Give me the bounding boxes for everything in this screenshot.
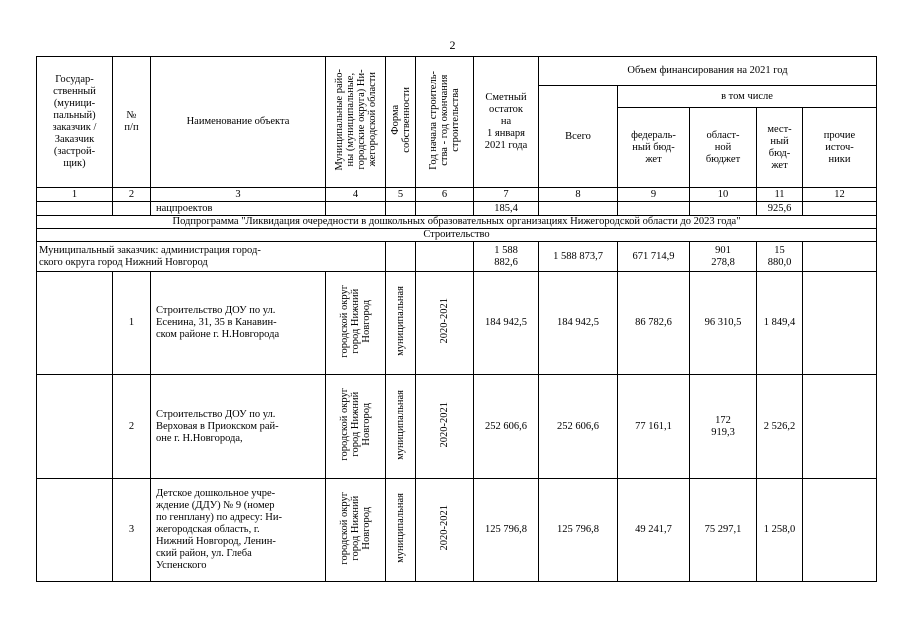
col-num: 10 bbox=[690, 188, 757, 202]
object-other bbox=[803, 479, 877, 582]
object-ownership: муниципальная bbox=[394, 493, 406, 563]
object-estimate: 125 796,8 bbox=[474, 479, 539, 582]
col-num: 12 bbox=[803, 188, 877, 202]
object-estimate: 184 942,5 bbox=[474, 272, 539, 375]
customer-federal: 671 714,9 bbox=[618, 242, 690, 272]
object-name: Детское дошкольное учре- ждение (ДДУ) № 9 (номер по генплану) по адресу: Ни- жегородская область, г. Нижний Новгород, Ленин- ский район, ул. Глеба Успенского bbox=[151, 479, 326, 582]
object-total: 125 796,8 bbox=[539, 479, 618, 582]
object-ownership: муниципальная bbox=[394, 389, 406, 460]
col-num: 1 bbox=[37, 188, 113, 202]
customer-estimate: 1 588 882,6 bbox=[474, 242, 539, 272]
object-total: 184 942,5 bbox=[539, 272, 618, 375]
object-name: Строительство ДОУ по ул. Верховая в Приокском рай- оне г. Н.Новгорода, bbox=[151, 375, 326, 479]
col-num: 3 bbox=[151, 188, 326, 202]
header-district: Муниципальные райо- ны (муниципальные, городские округа) Ни- жегородской области bbox=[333, 69, 378, 171]
object-other bbox=[803, 272, 877, 375]
carry-name: нацпроектов bbox=[151, 202, 326, 216]
object-years: 2020-2021 bbox=[438, 298, 450, 344]
section-title: Строительство bbox=[37, 229, 877, 242]
customer-regional: 901 278,8 bbox=[690, 242, 757, 272]
header-regional: област- ной бюджет bbox=[690, 108, 757, 188]
col-num: 8 bbox=[539, 188, 618, 202]
object-federal: 49 241,7 bbox=[618, 479, 690, 582]
col-num: 7 bbox=[474, 188, 539, 202]
header-local: мест- ный бюд- жет bbox=[757, 108, 803, 188]
col-num: 11 bbox=[757, 188, 803, 202]
object-local: 2 526,2 bbox=[757, 375, 803, 479]
object-federal: 77 161,1 bbox=[618, 375, 690, 479]
header-object-name: Наименование объекта bbox=[151, 57, 326, 188]
object-estimate: 252 606,6 bbox=[474, 375, 539, 479]
header-district-cell bbox=[326, 57, 386, 188]
page-number: 2 bbox=[449, 38, 456, 52]
object-regional: 75 297,1 bbox=[690, 479, 757, 582]
table-row bbox=[37, 375, 877, 479]
header-total: Всего bbox=[539, 86, 618, 188]
carry-estimate: 185,4 bbox=[474, 202, 539, 216]
header-years-cell bbox=[416, 57, 474, 188]
row-number: 1 bbox=[113, 272, 151, 375]
row-number: 3 bbox=[113, 479, 151, 582]
object-federal: 86 782,6 bbox=[618, 272, 690, 375]
customer-label: Муниципальный заказчик: администрация город- ского округа город Нижний Новгород bbox=[37, 242, 386, 272]
header-years: Год начала строитель- ства - год окончания строительства bbox=[428, 70, 461, 170]
object-years: 2020-2021 bbox=[438, 401, 450, 448]
carry-row bbox=[37, 202, 877, 216]
object-local: 1 258,0 bbox=[757, 479, 803, 582]
subprogram-title: Подпрограмма "Ликвидация очередности в дошкольных образовательных организациях Нижегородской области до 2023 года" bbox=[37, 216, 877, 229]
header-ownership: Форма собственности bbox=[389, 87, 412, 153]
header-federal: федераль- ный бюд- жет bbox=[618, 108, 690, 188]
object-regional: 96 310,5 bbox=[690, 272, 757, 375]
customer-local: 15 880,0 bbox=[757, 242, 803, 272]
object-ownership: муниципальная bbox=[394, 286, 406, 356]
object-district: городской округ город Нижний Новгород bbox=[339, 491, 372, 565]
object-regional: 172 919,3 bbox=[690, 375, 757, 479]
header-number: № п/п bbox=[113, 57, 151, 188]
header-funding-title: Объем финансирования на 2021 год bbox=[539, 57, 877, 86]
carry-local: 925,6 bbox=[757, 202, 803, 216]
object-district: городской округ город Нижний Новгород bbox=[339, 284, 372, 358]
object-name: Строительство ДОУ по ул. Есенина, 31, 35 в Канавин- ском районе г. Н.Новгорода bbox=[151, 272, 326, 375]
object-years: 2020-2021 bbox=[438, 505, 450, 551]
col-num: 5 bbox=[386, 188, 416, 202]
object-other bbox=[803, 375, 877, 479]
header-estimate-balance: Сметный остаток на 1 января 2021 года bbox=[474, 57, 539, 188]
financing-table bbox=[36, 56, 877, 582]
header-including: в том числе bbox=[618, 86, 877, 108]
customer-total: 1 588 873,7 bbox=[539, 242, 618, 272]
header-other: прочие источ- ники bbox=[803, 108, 877, 188]
column-numbers-row bbox=[37, 188, 877, 202]
object-local: 1 849,4 bbox=[757, 272, 803, 375]
col-num: 2 bbox=[113, 188, 151, 202]
object-total: 252 606,6 bbox=[539, 375, 618, 479]
table-row bbox=[37, 479, 877, 582]
header-ownership-cell bbox=[386, 57, 416, 188]
col-num: 4 bbox=[326, 188, 386, 202]
customer-row bbox=[37, 242, 877, 272]
col-num: 9 bbox=[618, 188, 690, 202]
table-row bbox=[37, 272, 877, 375]
col-num: 6 bbox=[416, 188, 474, 202]
row-number: 2 bbox=[113, 375, 151, 479]
object-district: городской округ город Нижний Новгород bbox=[339, 388, 372, 461]
header-customer: Государ- ственный (муници- пальный) заказчик / Заказчик (застрой- щик) bbox=[37, 57, 113, 188]
